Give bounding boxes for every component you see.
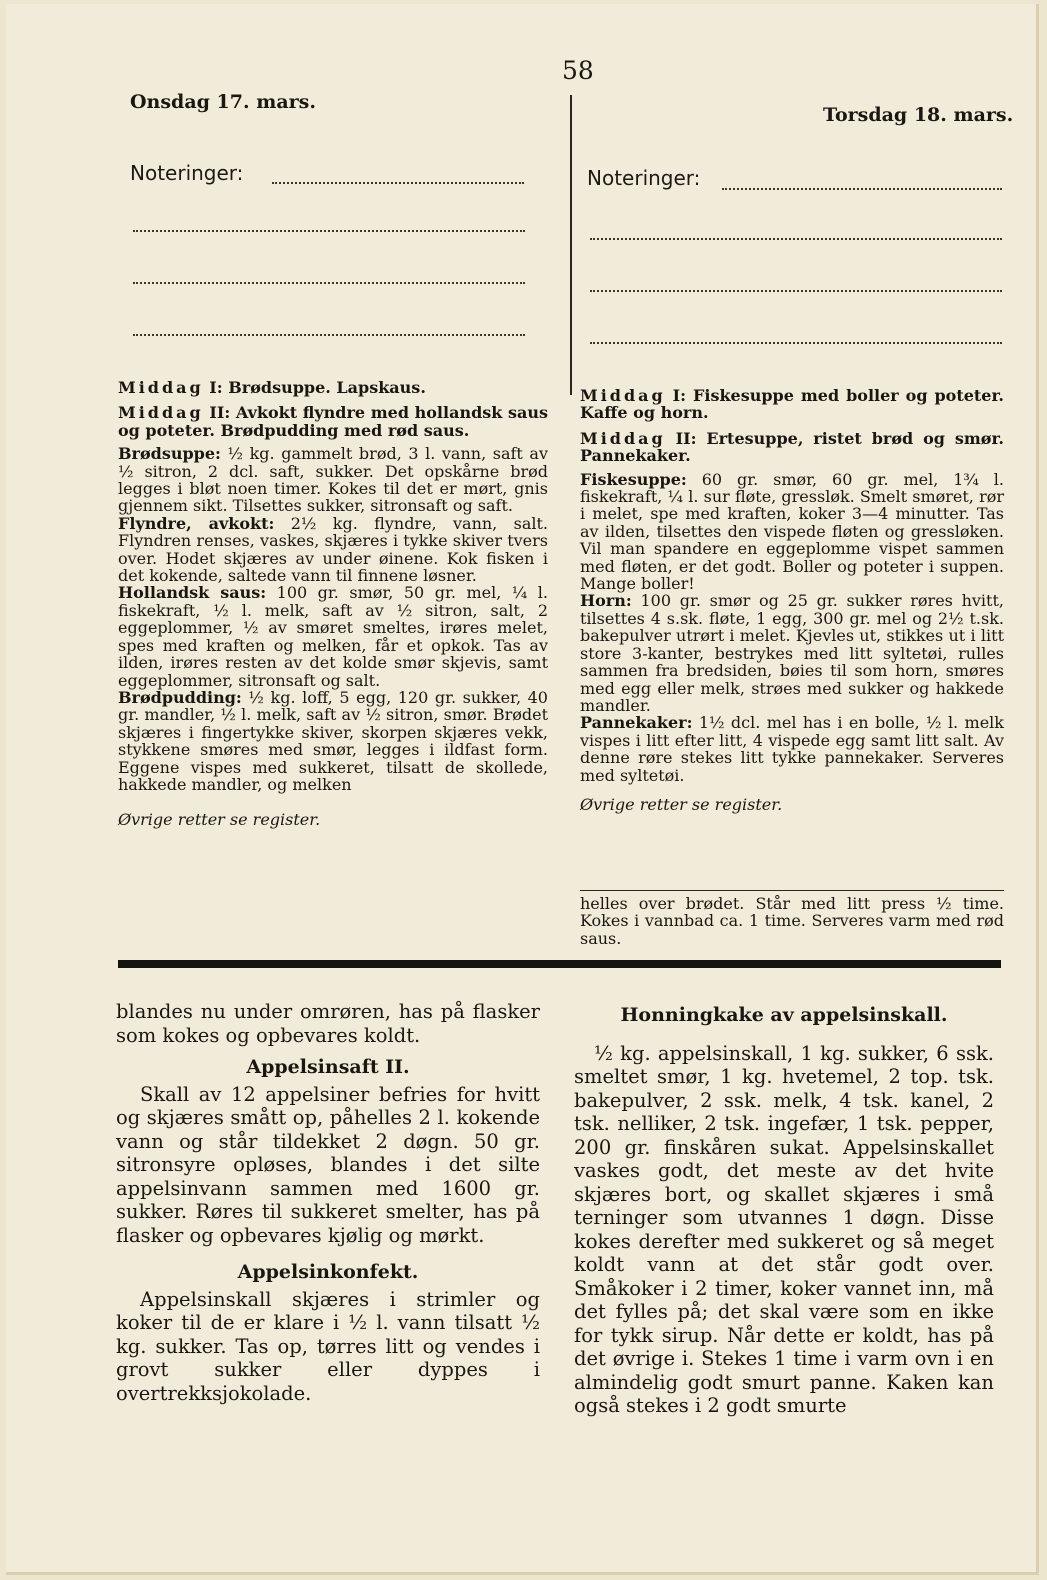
recipe-text: ½ kg. gammelt brød, 3 l. vann, saft av ½ sitron, 2 dcl. saft, sukker. Det opskårne brød legges i bløt noen timer. Kokes til det er mørt, gnis gjennem sikt. Tilsettes sukker, sitronsaft og saft. <box>118 444 549 516</box>
meal-2-right <box>580 430 1004 465</box>
intro-text: blandes nu under omrøren, has på flasker som kokes og opbevares koldt. <box>116 1000 540 1047</box>
notes-line <box>590 288 1002 292</box>
recipe-fiskesuppe <box>580 471 1004 593</box>
notes-label-left: Noteringer: <box>130 161 244 185</box>
notes-line <box>133 228 525 232</box>
column-divider <box>570 95 572 395</box>
recipe-text: ½ kg. loff, 5 egg, 120 gr. sukker, 40 gr. mandler, ½ l. melk, saft av ½ sitron, smør. Brødet skjæres i fingertykke skiver, skorpen skjæres vekk, stykkene smøres med smør, legges i ildfast form. Eggene vispes med sukkeret, tilsatt de skollede, hakkede mandler, og melken <box>118 687 548 794</box>
recipe-title: Brødsuppe: <box>118 444 221 464</box>
right-menu-column <box>580 387 1004 813</box>
recipe-title: Flyndre, avkokt: <box>118 513 275 533</box>
recipe-brodpudding <box>118 689 548 793</box>
continuation-block <box>580 890 1004 947</box>
section-rule <box>118 960 1001 968</box>
recipe-hollandsk-saus <box>118 584 548 688</box>
recipe-title: Pannekaker: <box>580 713 693 733</box>
register-note-left: Øvrige retter se register. <box>118 810 321 830</box>
meal-1-left <box>118 379 548 396</box>
meal-word: Middag <box>118 378 204 397</box>
notes-line <box>722 186 1002 190</box>
recipe-title: Horn: <box>580 591 632 611</box>
heading-appelsinkonfekt: Appelsinkonfekt. <box>237 1261 419 1283</box>
text-appelsinsaft: Skall av 12 appelsiner befries for hvitt og skjæres smått op, påhelles 2 l. kokende vann og står tildekket 2 døgn. 50 gr. sitronsyre opløses, blandes i det silte appelsinvann sammen med 1600 gr. sukker. Røres til sukkeret smelter, has på flasker og opbevares kjølig og mørkt. <box>116 1082 540 1247</box>
heading-honningkake: Honningkake av appelsinskall. <box>620 1004 948 1026</box>
bottom-right-column <box>574 1004 994 1418</box>
recipe-text: 2½ kg. flyndre, vann, salt. Flyndren renses, vaskes, skjæres i tykke skiver tvers over. Hodet skjæres av under øinene. Kok fisken i det kokende, saltede vann til finnene løsner. <box>118 513 549 586</box>
recipe-horn <box>580 592 1004 714</box>
recipe-title: Fiskesuppe: <box>580 469 687 489</box>
left-menu-column <box>118 379 548 829</box>
recipe-brodsuppe <box>118 445 548 515</box>
text-appelsinkonfekt: Appelsinskall skjæres i strimler og koker til de er klare i ½ l. vann tilsatt ½ kg. sukker. Tas op, tørres litt og vendes i grovt sukker eller dyppes i overtrekksjokolade. <box>116 1287 540 1405</box>
bottom-left-column <box>116 1000 540 1405</box>
meal-text: II: Ertesuppe, ristet brød og smør. Pannekaker. <box>580 428 1004 466</box>
recipe-pannekaker <box>580 714 1004 784</box>
notes-line <box>133 332 525 336</box>
continuation-text: helles over brødet. Står med litt press ½ time. Kokes i vannbad ca. 1 time. Serveres varm med rød saus. <box>580 894 1004 948</box>
meal-2-left <box>118 404 548 439</box>
notes-label-right: Noteringer: <box>587 166 701 190</box>
date-left: Onsdag 17. mars. <box>130 91 316 113</box>
recipe-text: 100 gr. smør, 50 gr. mel, ¼ l. fiskekraft, ½ l. melk, saft av ½ sitron, salt, 2 eggeplommer, ½ av smøret smeltes, irøres melet, spes med kraften og melken, får et opkok. Tas av ilden, irøres resten av det kolde smør skjevis, samt eggeplommer, sitronsaft og salt. <box>118 583 549 690</box>
recipe-text: 1½ dcl. mel has i en bolle, ½ l. melk vispes i litt efter litt, 4 vispede egg samt litt salt. Av denne røre stekes litt tykke pannekaker. Serveres med syltetøi. <box>580 713 1004 785</box>
notes-line <box>133 280 525 284</box>
meal-word: Middag <box>118 403 204 423</box>
recipe-title: Brødpudding: <box>118 687 242 707</box>
text-honningkake: ½ kg. appelsinskall, 1 kg. sukker, 6 ssk. smeltet smør, 1 kg. hvetemel, 2 top. tsk. bakepulver, 2 ssk. melk, 4 tsk. kanel, 2 tsk. nelliker, 2 tsk. ingefær, 1 tsk. pepper, 200 gr. finskåren sukat. Appelsinskallet vaskes godt, det meste av det hvite skjæres bort, og skallet skjæres i små terninger som utvannes 1 døgn. Disse kokes derefter med sukkeret og så meget koldt vann at det står godt over. Småkoker i 2 timer, koker vannet inn, må det fylles på; det skal være som en ikke for tykk sirup. Når dette er koldt, has på det øvrige i. Stekes 1 time i varm ovn i en almindelig godt smurt panne. Kaken kan også stekes i 2 godt smurte <box>574 1041 994 1417</box>
notes-line <box>272 180 524 184</box>
meal-1-right <box>580 387 1004 422</box>
meal-word: Middag <box>580 428 666 448</box>
recipe-flyndre <box>118 515 548 585</box>
meal-text: I: Fiskesuppe med boller og poteter. Kaffe og horn. <box>580 386 1004 423</box>
recipe-title: Hollandsk saus: <box>118 583 267 603</box>
notes-line <box>590 340 1002 344</box>
meal-text: II: Avkokt flyndre med hollandsk saus og poteter. Brødpudding med rød saus. <box>118 403 549 440</box>
date-right: Torsdag 18. mars. <box>823 104 1014 126</box>
meal-word: Middag <box>580 386 666 405</box>
heading-appelsinsaft: Appelsinsaft II. <box>246 1056 410 1078</box>
notes-line <box>590 236 1002 240</box>
recipe-text: 60 gr. smør, 60 gr. mel, 1¾ l. fiskekraft, ¼ l. sur fløte, gressløk. Smelt smøret, rør i melet, spe med kraften, koker 3—4 minutter. Tas av ilden, tilsettes den vispede fløten og gressløken. Vil man spandere en eggeplomme vispet sammen med fløten, er det godt. Boller og poteter i suppen. Mange boller! <box>580 469 1005 594</box>
meal-text: I: Brødsuppe. Lapskaus. <box>209 378 426 397</box>
recipe-text: 100 gr. smør og 25 gr. sukker røres hvitt, tilsettes 4 s.sk. fløte, 1 egg, 300 gr. mel og 2½ t.sk. bakepulver utrørt i melet. Kjevles ut, stikkes ut i litt store 3-kanter, bestrykes med litt syltetøi, rulles sammen fra bredsiden, bøies til som horn, smøres med egg eller melk, strøes med sukker og hakkede mandler. <box>580 591 1004 715</box>
page-number: 58 <box>562 56 594 85</box>
register-note-right: Øvrige retter se register. <box>580 794 783 814</box>
